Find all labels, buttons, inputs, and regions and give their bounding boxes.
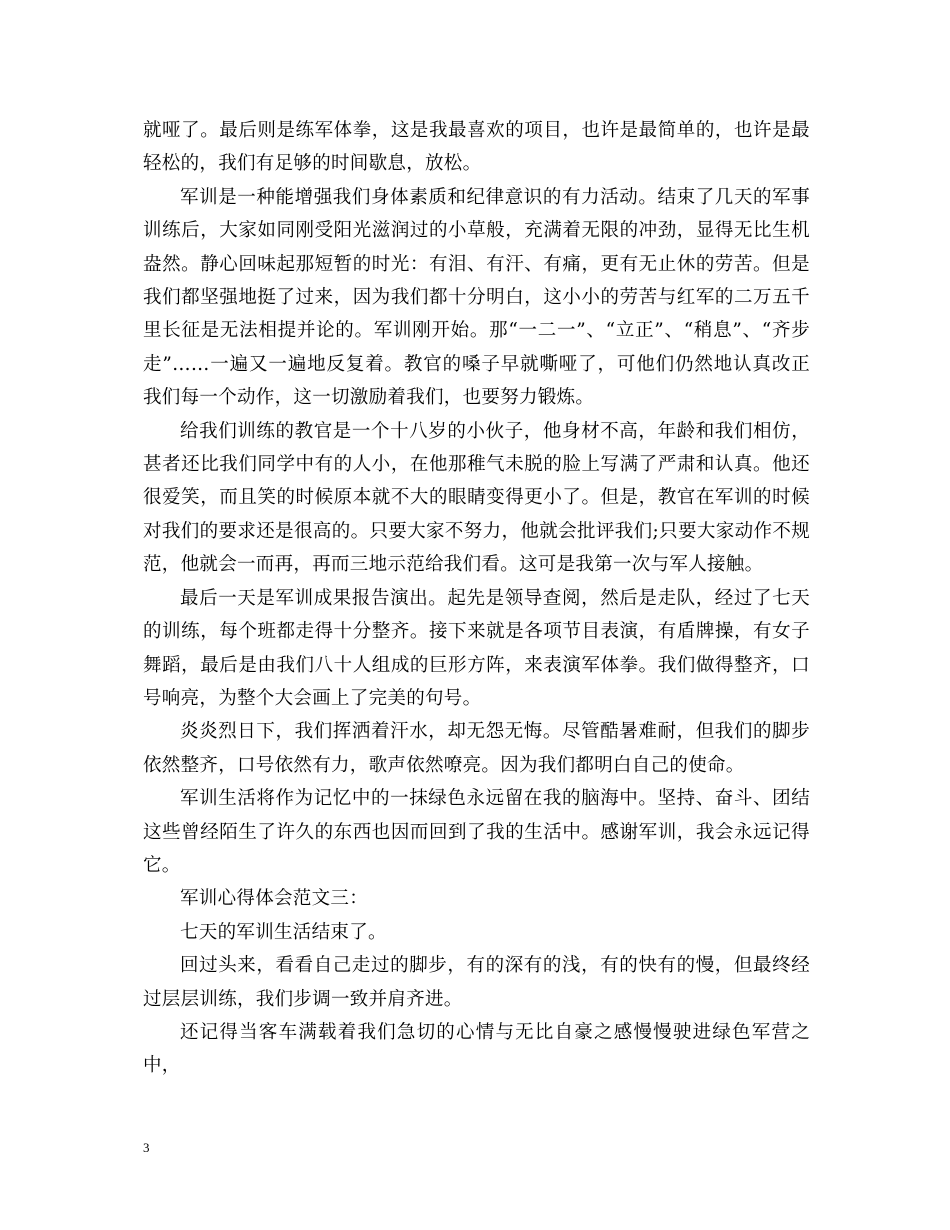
paragraph: 军训生活将作为记忆中的一抹绿色永远留在我的脑海中。坚持、奋斗、团结这些曾经陌生了许久的东西也因而回到了我的生活中。感谢军训，我会永远记得它。 <box>143 788 810 876</box>
paragraph: 炎炎烈日下，我们挥洒着汗水，却无怨无悔。尽管酷暑难耐，但我们的脚步依然整齐，口号依然有力，歌声依然嘹亮。因为我们都明白自己的使命。 <box>143 721 810 776</box>
paragraph: 回过头来，看看自己走过的脚步，有的深有的浅，有的快有的慢，但最终经过层层训练，我们步调一致并肩齐进。 <box>143 955 810 1010</box>
paragraph: 给我们训练的教官是一个十八岁的小伙子，他身材不高，年龄和我们相仿，甚者还比我们同学中有的人小，在他那稚气未脱的脸上写满了严肃和认真。他还很爱笑，而且笑的时候原本就不大的眼睛变得更小了。但是，教官在军训的时候对我们的要求还是很高的。只要大家不努力，他就会批评我们;只要大家动作不规范，他就会一而再，再而三地示范给我们看。这可是我第一次与军人接触。 <box>143 420 810 576</box>
paragraph: 最后一天是军训成果报告演出。起先是领导查阅，然后是走队，经过了七天的训练，每个班都走得十分整齐。接下来就是各项节目表演，有盾牌操，有女子舞蹈，最后是由我们八十人组成的巨形方阵，来表演军体拳。我们做得整齐，口号响亮，为整个大会画上了完美的句号。 <box>143 587 810 709</box>
paragraph: 还记得当客车满载着我们急切的心情与无比自豪之感慢慢驶进绿色军营之中， <box>143 1021 810 1077</box>
paragraph: 军训是一种能增强我们身体素质和纪律意识的有力活动。结束了几天的军事训练后，大家如同刚受阳光滋润过的小草般，充满着无限的冲劲，显得无比生机盎然。静心回味起那短暂的时光：有泪、有汗、有痛，更有无止休的劳苦。但是我们都坚强地挺了过来，因为我们都十分明白，这小小的劳苦与红军的二万五千里长征是无法相提并论的。军训刚开始。那“一二一”、“立正”、“稍息”、“齐步走”……一遍又一遍地反复着。教官的嗓子早就嘶哑了，可他们仍然地认真改正我们每一个动作，这一切激励着我们，也要努力锻炼。 <box>143 186 810 409</box>
page-number: 3 <box>143 1140 150 1155</box>
body-text <box>143 114 810 1083</box>
section-heading: 军训心得体会范文三： <box>180 888 369 910</box>
paragraph: 七天的军训生活结束了。 <box>180 921 387 943</box>
paragraph-continuation: 就哑了。最后则是练军体拳，这是我最喜欢的项目，也许是最简单的，也许是最轻松的，我们有足够的时间歇息，放松。 <box>143 120 810 175</box>
